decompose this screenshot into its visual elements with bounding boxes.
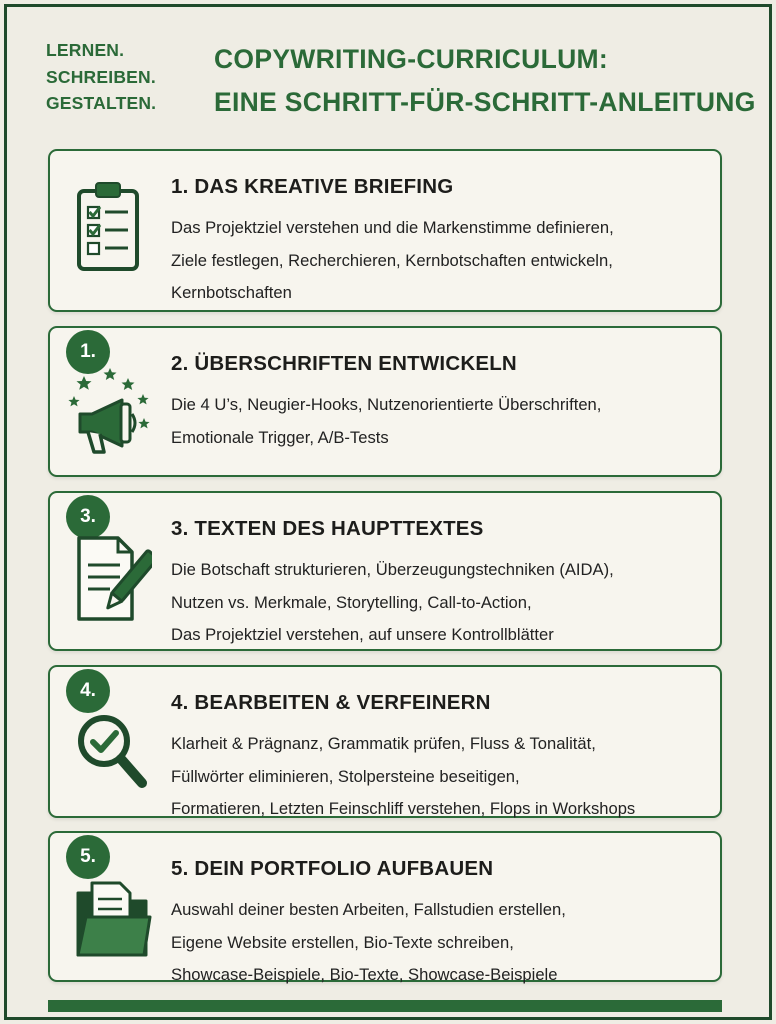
- step-line: Showcase-Beispiele, Bio-Texte, Showcase-Beispiele: [171, 965, 558, 984]
- step-card-4: [48, 665, 722, 818]
- step-line: Das Projektziel verstehen, auf unsere Kontrollblätter: [171, 625, 554, 644]
- step-badge: 1.: [66, 330, 110, 374]
- step-line: Formatieren, Letzten Feinschliff verstehen, Flops in Workshops: [171, 799, 636, 818]
- step-line: Das Projektziel verstehen und die Markenstimme definieren,: [171, 218, 614, 237]
- clipboard-checklist-icon: [76, 181, 140, 273]
- document-pen-icon: [76, 535, 152, 623]
- step-title: 2. ÜBERSCHRIFTEN ENTWICKELN: [171, 352, 517, 375]
- step-line: Ziele festlegen, Recherchieren, Kernbotschaften entwickeln,: [171, 250, 613, 270]
- step-line: Emotionale Trigger, A/B-Tests: [171, 427, 389, 447]
- step-card-2: [48, 326, 722, 477]
- bottom-bar: [48, 1000, 722, 1012]
- step-card-3: [48, 491, 722, 651]
- step-title: 1. DAS KREATIVE BRIEFING: [171, 175, 454, 198]
- tagline-line: LERNEN.: [46, 40, 125, 60]
- page-title: [214, 38, 756, 124]
- step-line: Die 4 U’s, Neugier-Hooks, Nutzenorientierte Überschriften,: [171, 395, 602, 414]
- step-card-1: [48, 149, 722, 312]
- step-line: Klarheit & Prägnanz, Grammatik prüfen, Fluss & Tonalität,: [171, 734, 596, 753]
- tagline: [46, 37, 156, 117]
- folder-document-icon: [74, 877, 152, 961]
- step-description: [171, 728, 716, 826]
- step-line: Eigene Website erstellen, Bio-Texte schreiben,: [171, 932, 514, 952]
- step-badge: 4.: [66, 669, 110, 713]
- step-line: Auswahl deiner besten Arbeiten, Fallstudien erstellen,: [171, 900, 566, 919]
- step-title: 4. BEARBEITEN & VERFEINERN: [171, 691, 491, 714]
- step-line: Füllwörter eliminieren, Stolpersteine beseitigen,: [171, 766, 520, 786]
- step-badge: 5.: [66, 835, 110, 879]
- step-badge: 3.: [66, 495, 110, 539]
- step-title: 3. TEXTEN DES HAUPTTEXTES: [171, 517, 484, 540]
- step-title: 5. DEIN PORTFOLIO AUFBAUEN: [171, 857, 494, 880]
- title-line: COPYWRITING-CURRICULUM:: [214, 44, 609, 74]
- magnifier-check-icon: [76, 711, 150, 795]
- step-description: [171, 894, 716, 992]
- step-description: [171, 554, 716, 652]
- tagline-line: GESTALTEN.: [46, 93, 157, 113]
- step-line: Nutzen vs. Merkmale, Storytelling, Call-to-Action,: [171, 592, 532, 612]
- step-line: Kernbotschaften: [171, 283, 292, 302]
- step-description: [171, 389, 716, 454]
- tagline-line: SCHREIBEN.: [46, 66, 156, 87]
- title-line: EINE SCHRITT-FÜR-SCHRITT-ANLEITUNG: [214, 87, 756, 117]
- step-line: Die Botschaft strukturieren, Überzeugungstechniken (AIDA),: [171, 560, 614, 579]
- step-card-5: [48, 831, 722, 982]
- step-description: [171, 212, 716, 310]
- megaphone-stars-icon: [66, 366, 152, 458]
